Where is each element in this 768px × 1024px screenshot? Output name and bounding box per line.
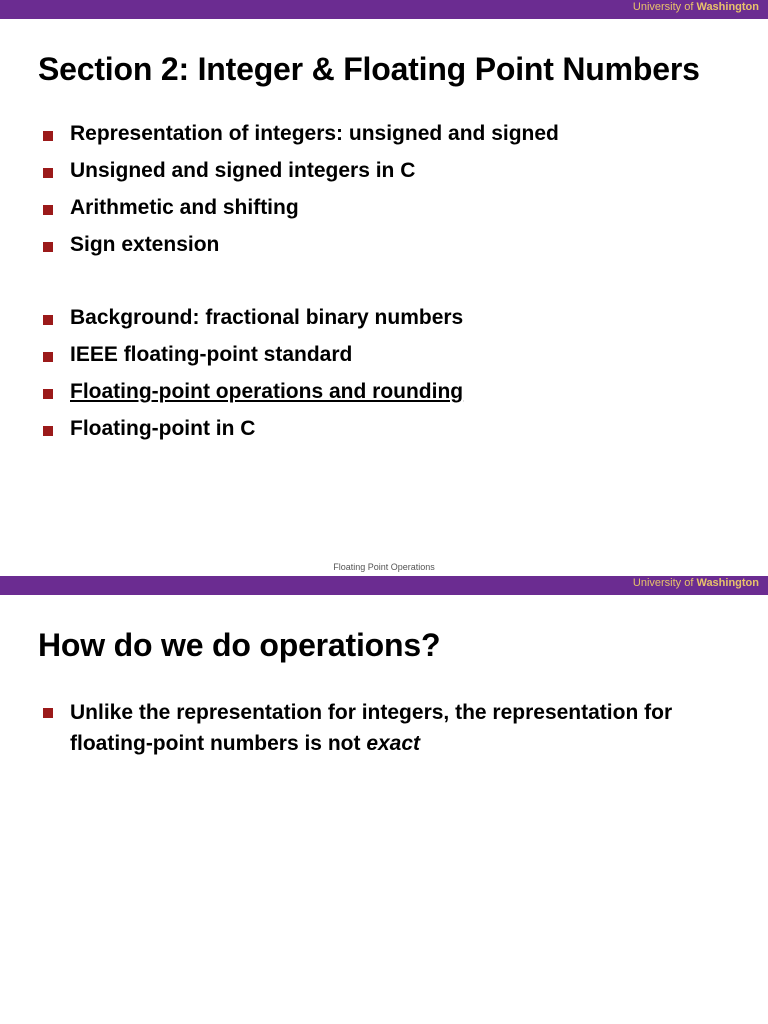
list-item [42,342,463,368]
brand-prefix: University of [632,577,697,589]
list-item [42,158,559,184]
list-item-text: Unlike the representation for integers, the representation for floating-point numbers is not [70,701,673,755]
square-bullet-icon [43,205,53,215]
list-item [42,305,463,331]
list-item [42,232,559,258]
square-bullet-icon [43,352,53,362]
list-item-text: Representation of integers: unsigned and signed [70,122,559,145]
list-item-text: Floating-point in C [70,417,256,440]
header-bar [0,576,768,595]
brand-name: Washington [696,1,759,13]
square-bullet-icon [43,242,53,252]
list-item-text: Unsigned and signed integers in C [70,159,416,182]
emphasis-text: exact [366,732,421,755]
bullet-list-floating-point [42,305,463,453]
slide-title: How do we do operations? [38,627,441,663]
list-item [42,697,740,759]
square-bullet-icon [43,131,53,141]
list-item-text: IEEE floating-point standard [70,343,353,366]
list-item [42,195,559,221]
header-bar [0,0,768,19]
bullet-list-integers [42,121,559,269]
current-topic-text: Floating-point operations and rounding [70,380,464,403]
list-item-text: Sign extension [70,233,220,256]
square-bullet-icon [43,426,53,436]
university-brand [633,1,759,14]
slide-footer: Floating Point Operations [333,562,435,572]
square-bullet-icon [43,708,53,718]
square-bullet-icon [43,389,53,399]
list-item-text: Arithmetic and shifting [70,196,299,219]
slide-title: Section 2: Integer & Floating Point Numbers [38,51,700,87]
square-bullet-icon [43,168,53,178]
brand-name: Washington [696,577,759,589]
list-item [42,416,463,442]
square-bullet-icon [43,315,53,325]
bullet-list-operations [42,697,740,759]
university-brand [633,577,759,590]
list-item-current [42,379,463,405]
list-item-text: Background: fractional binary numbers [70,306,464,329]
list-item [42,121,559,147]
brand-prefix: University of [632,1,697,13]
